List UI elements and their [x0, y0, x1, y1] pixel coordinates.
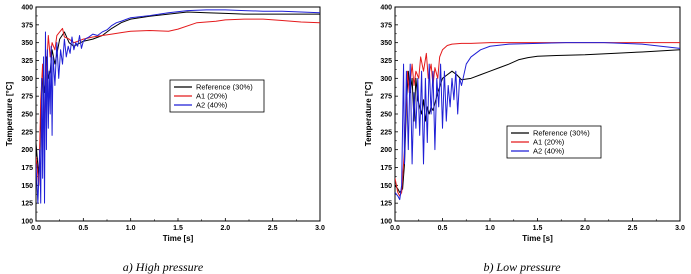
- panel-caption: a) High pressure: [122, 260, 204, 274]
- chart-panel-high-pressure: [5, 5, 325, 274]
- y-tick-label: 175: [380, 165, 392, 172]
- y-tick-label: 350: [380, 40, 392, 48]
- x-tick-label: 2.5: [627, 225, 638, 232]
- y-tick-label: 250: [380, 111, 392, 119]
- y-tick-label: 300: [21, 75, 33, 83]
- x-tick-label: 3.0: [675, 225, 685, 232]
- x-tick-label: 2.0: [580, 225, 590, 232]
- y-tick-label: 325: [380, 58, 392, 65]
- y-tick-label: 200: [380, 147, 392, 155]
- chart-panel-low-pressure: [364, 5, 685, 274]
- y-tick-label: 225: [21, 129, 33, 137]
- x-tick-label: 3.0: [315, 225, 325, 232]
- plot-frame: [395, 7, 680, 221]
- x-axis-label: Time [s]: [522, 234, 553, 243]
- y-tick-label: 175: [21, 165, 33, 172]
- y-tick-label: 375: [21, 22, 33, 30]
- y-tick-label: 225: [380, 129, 392, 137]
- series-line-3: [395, 43, 680, 200]
- y-tick-label: 375: [380, 22, 392, 30]
- series-line-1: [395, 50, 680, 193]
- y-tick-label: 100: [380, 218, 392, 226]
- series-line-2: [395, 43, 680, 196]
- x-axis-label: Time [s]: [162, 234, 194, 243]
- y-tick-label: 400: [21, 4, 33, 12]
- legend-entry: Reference (30%): [533, 128, 590, 138]
- y-tick-label: 325: [21, 58, 33, 65]
- y-tick-label: 150: [21, 182, 33, 190]
- y-tick-label: 250: [21, 111, 33, 119]
- x-tick-label: 1.5: [532, 225, 543, 232]
- y-axis-label: Temperature [°C]: [5, 81, 14, 147]
- y-tick-label: 300: [380, 75, 392, 83]
- y-axis-label: Temperature [°C]: [364, 81, 373, 147]
- y-tick-label: 125: [21, 200, 33, 208]
- x-tick-label: 1.0: [485, 225, 495, 232]
- x-tick-label: 2.0: [220, 225, 231, 232]
- y-tick-label: 125: [380, 200, 392, 208]
- x-tick-label: 0.0: [31, 225, 41, 232]
- x-tick-label: 1.5: [173, 225, 183, 232]
- y-tick-label: 200: [21, 147, 33, 155]
- y-tick-label: 100: [21, 218, 33, 226]
- y-tick-label: 400: [380, 4, 392, 12]
- legend-entry: Reference (30%): [196, 82, 253, 92]
- legend-entry: A1 (20%): [533, 137, 565, 147]
- panel-caption: b) Low pressure: [483, 260, 561, 274]
- x-tick-label: 1.0: [125, 225, 136, 232]
- legend-entry: A2 (40%): [196, 100, 228, 110]
- y-tick-label: 275: [21, 93, 33, 101]
- x-tick-label: 0.5: [78, 225, 89, 232]
- x-tick-label: 0.5: [437, 225, 448, 232]
- x-tick-label: 2.5: [267, 225, 278, 232]
- legend-entry: A1 (20%): [196, 91, 228, 101]
- y-tick-label: 275: [380, 93, 392, 101]
- y-tick-label: 150: [380, 182, 392, 190]
- y-tick-label: 350: [21, 40, 33, 48]
- x-tick-label: 0.0: [390, 225, 400, 232]
- legend-entry: A2 (40%): [533, 146, 565, 156]
